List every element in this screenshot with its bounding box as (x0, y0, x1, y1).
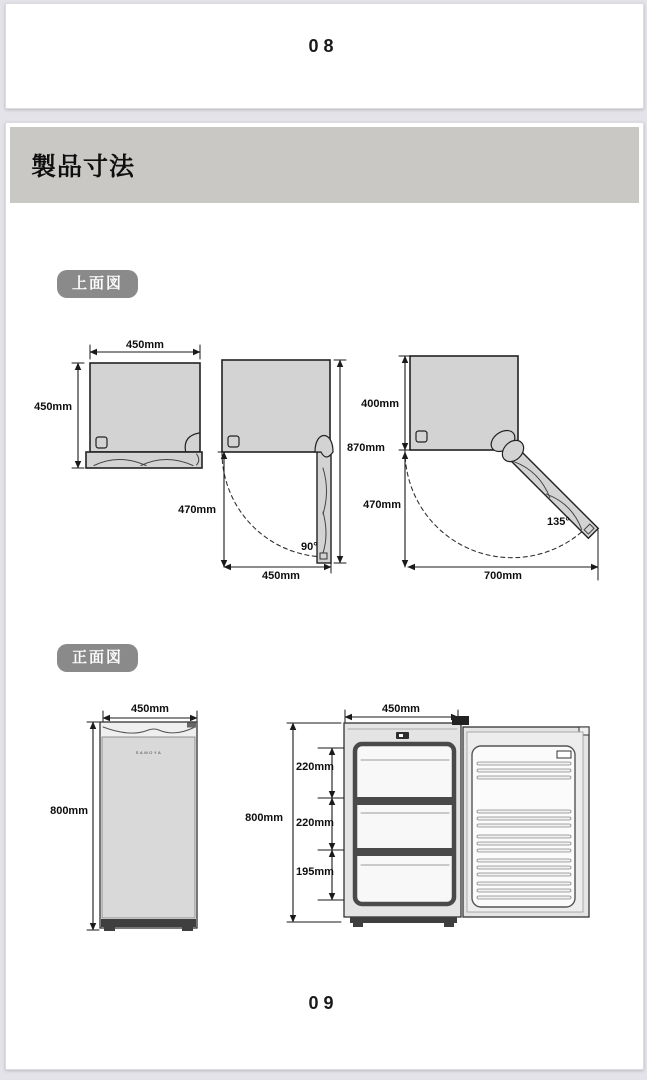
door-liner-vent (557, 751, 571, 758)
door-hinge-bracket (452, 716, 469, 725)
dim-label-135-clearance: 470mm (363, 499, 401, 511)
foot-right (444, 923, 454, 927)
dim-label-90-width: 450mm (262, 570, 300, 582)
door-closed (86, 452, 202, 468)
section-title: 製品寸法 (31, 153, 136, 181)
dim-label-closed-width: 450mm (126, 339, 164, 351)
dim-label-open-width: 450mm (382, 703, 420, 715)
dim-label-135-total-width: 700mm (484, 570, 522, 582)
brand-logo-text: SAMOYA (135, 750, 163, 755)
dim-label-section-1: 220mm (296, 761, 334, 773)
front-view-closed-diagram (87, 711, 197, 931)
dim-label-90-total-depth: 870mm (347, 442, 385, 454)
hinge-marker (416, 431, 427, 442)
foot-left (353, 923, 363, 927)
foot-right (182, 927, 193, 931)
base-plinth (350, 917, 457, 923)
dim-label-135-body-depth: 400mm (361, 398, 399, 410)
top-view-open90-diagram (218, 360, 346, 573)
door-face (102, 737, 195, 918)
interior-frame (355, 744, 454, 904)
shelf-divider-1 (357, 797, 452, 805)
door-open-90 (317, 452, 331, 563)
dim-label-90-angle: 90° (301, 541, 318, 553)
front-view-badge: 正面図 (57, 644, 138, 672)
dim-label-90-clearance: 470mm (178, 504, 216, 516)
top-view-closed-diagram (72, 345, 202, 468)
hinge-marker (96, 437, 107, 448)
dim-label-135-angle: 135° (547, 516, 570, 528)
page-number-bottom: 09 (308, 993, 339, 1013)
dim-label-open-height: 800mm (245, 812, 283, 824)
base-plinth (101, 919, 196, 927)
foot-left (104, 927, 115, 931)
dim-label-section-3: 195mm (296, 866, 334, 878)
top-view-badge: 上面図 (57, 270, 138, 298)
dim-label-front-width: 450mm (131, 703, 169, 715)
page-number-top: 08 (308, 36, 339, 56)
top-view-open135-diagram (399, 356, 598, 580)
hinge-cap (187, 723, 196, 728)
shelf-divider-2 (357, 848, 452, 856)
dim-label-closed-depth: 450mm (34, 401, 72, 413)
dim-label-section-2: 220mm (296, 817, 334, 829)
dim-label-front-height: 800mm (50, 805, 88, 817)
hinge-marker (228, 436, 239, 447)
